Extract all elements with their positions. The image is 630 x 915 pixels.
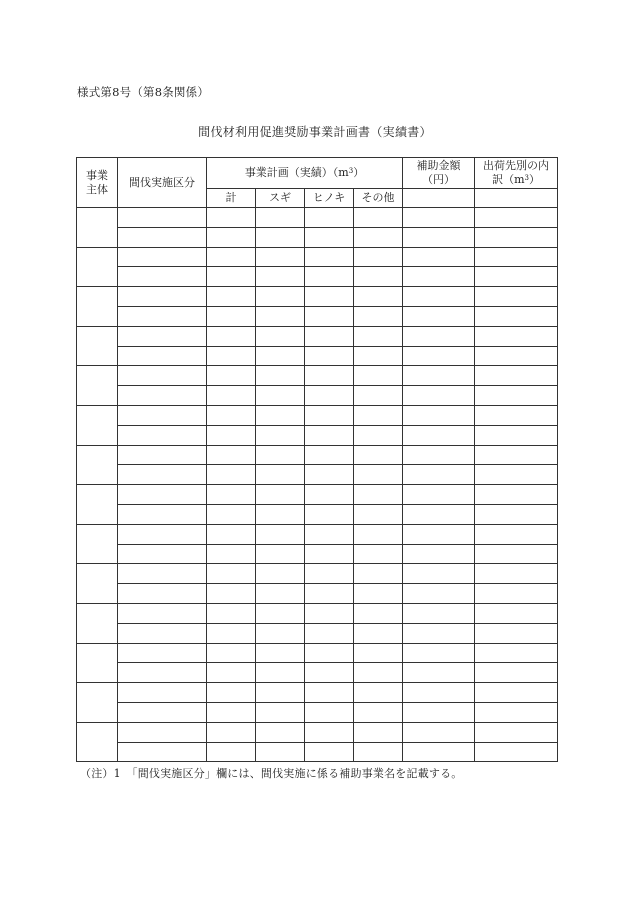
entity-cell[interactable] [77, 247, 118, 287]
subheader-subsidy-blank [403, 189, 475, 208]
table-row [77, 287, 558, 307]
table-cell[interactable] [207, 306, 256, 326]
table-row [77, 584, 558, 604]
table-cell[interactable] [207, 623, 256, 643]
table-cell[interactable] [403, 326, 475, 346]
table-row [77, 663, 558, 683]
table-cell[interactable] [256, 504, 305, 524]
table-cell[interactable] [354, 306, 403, 326]
entity-cell[interactable] [77, 643, 118, 683]
table-cell[interactable] [256, 663, 305, 683]
table-cell[interactable] [403, 227, 475, 247]
table-cell[interactable] [354, 564, 403, 584]
table-cell[interactable] [118, 504, 207, 524]
table-cell[interactable] [305, 445, 354, 465]
table-cell[interactable] [354, 643, 403, 663]
table-cell[interactable] [207, 227, 256, 247]
entity-cell[interactable] [77, 445, 118, 485]
table-cell[interactable] [118, 386, 207, 406]
table-cell[interactable] [403, 603, 475, 623]
subheader-hinoki: ヒノキ [305, 189, 354, 208]
table-cell[interactable] [118, 722, 207, 742]
subheader-total: 計 [207, 189, 256, 208]
table-cell[interactable] [305, 742, 354, 762]
table-cell[interactable] [305, 247, 354, 267]
table-cell[interactable] [207, 742, 256, 762]
table-cell[interactable] [305, 623, 354, 643]
table-cell[interactable] [256, 366, 305, 386]
table-cell[interactable] [207, 287, 256, 307]
table-cell[interactable] [305, 386, 354, 406]
table-cell[interactable] [207, 346, 256, 366]
table-cell[interactable] [354, 326, 403, 346]
table-cell[interactable] [118, 702, 207, 722]
table-cell[interactable] [256, 247, 305, 267]
table-cell[interactable] [207, 643, 256, 663]
table-cell[interactable] [305, 366, 354, 386]
table-cell[interactable] [403, 306, 475, 326]
table-cell[interactable] [354, 208, 403, 228]
subheader-sugi: スギ [256, 189, 305, 208]
table-cell[interactable] [403, 584, 475, 604]
table-cell[interactable] [475, 386, 558, 406]
entity-cell[interactable] [77, 683, 118, 723]
table-cell[interactable] [354, 584, 403, 604]
table-cell[interactable] [354, 425, 403, 445]
header-category: 間伐実施区分 [118, 158, 207, 208]
table-cell[interactable] [118, 485, 207, 505]
table-cell[interactable] [256, 425, 305, 445]
table-cell[interactable] [256, 722, 305, 742]
table-row [77, 208, 558, 228]
entity-cell[interactable] [77, 287, 118, 327]
table-cell[interactable] [118, 663, 207, 683]
table-cell[interactable] [403, 445, 475, 465]
table-cell[interactable] [403, 742, 475, 762]
table-cell[interactable] [354, 366, 403, 386]
table-cell[interactable] [256, 346, 305, 366]
table-row [77, 386, 558, 406]
table-cell[interactable] [305, 208, 354, 228]
table-cell[interactable] [207, 683, 256, 703]
table-cell[interactable] [403, 247, 475, 267]
table-cell[interactable] [354, 247, 403, 267]
table-cell[interactable] [207, 425, 256, 445]
table-cell[interactable] [354, 663, 403, 683]
table-cell[interactable] [256, 643, 305, 663]
table-cell[interactable] [207, 465, 256, 485]
table-row [77, 267, 558, 287]
table-cell[interactable] [118, 524, 207, 544]
table-cell[interactable] [118, 425, 207, 445]
table-row [77, 504, 558, 524]
table-cell[interactable] [403, 524, 475, 544]
table-row [77, 326, 558, 346]
table-row [77, 346, 558, 366]
table-cell[interactable] [354, 544, 403, 564]
table-cell[interactable] [475, 524, 558, 544]
table-cell[interactable] [475, 643, 558, 663]
table-cell[interactable] [354, 227, 403, 247]
table-cell[interactable] [354, 445, 403, 465]
table-row [77, 742, 558, 762]
table-cell[interactable] [403, 287, 475, 307]
table-cell[interactable] [207, 445, 256, 465]
table-cell[interactable] [475, 584, 558, 604]
entity-cell[interactable] [77, 405, 118, 445]
entity-cell[interactable] [77, 603, 118, 643]
table-cell[interactable] [403, 346, 475, 366]
table-cell[interactable] [354, 722, 403, 742]
table-cell[interactable] [305, 584, 354, 604]
table-row [77, 643, 558, 663]
table-cell[interactable] [305, 306, 354, 326]
table-cell[interactable] [305, 643, 354, 663]
table-cell[interactable] [256, 742, 305, 762]
table-row [77, 524, 558, 544]
table-cell[interactable] [354, 465, 403, 485]
table-row [77, 465, 558, 485]
table-cell[interactable] [475, 405, 558, 425]
table-cell[interactable] [207, 504, 256, 524]
table-row [77, 722, 558, 742]
table-cell[interactable] [475, 306, 558, 326]
table-cell[interactable] [118, 306, 207, 326]
table-cell[interactable] [354, 405, 403, 425]
table-cell[interactable] [305, 702, 354, 722]
table-cell[interactable] [207, 663, 256, 683]
table-cell[interactable] [305, 267, 354, 287]
table-cell[interactable] [118, 346, 207, 366]
table-cell[interactable] [403, 405, 475, 425]
table-row [77, 445, 558, 465]
table-cell[interactable] [475, 425, 558, 445]
table-cell[interactable] [305, 683, 354, 703]
table-cell[interactable] [256, 306, 305, 326]
table-row [77, 485, 558, 505]
table-cell[interactable] [475, 485, 558, 505]
table-cell[interactable] [207, 366, 256, 386]
table-cell[interactable] [207, 524, 256, 544]
table-cell[interactable] [256, 326, 305, 346]
table-cell[interactable] [256, 465, 305, 485]
entity-cell[interactable] [77, 485, 118, 525]
table-cell[interactable] [305, 485, 354, 505]
table-cell[interactable] [475, 346, 558, 366]
table-row [77, 544, 558, 564]
header-entity: 事業 主体 [77, 158, 118, 208]
table-cell[interactable] [403, 702, 475, 722]
table-cell[interactable] [305, 425, 354, 445]
entity-cell[interactable] [77, 366, 118, 406]
table-cell[interactable] [403, 643, 475, 663]
table-cell[interactable] [305, 227, 354, 247]
table-cell[interactable] [118, 445, 207, 465]
table-cell[interactable] [256, 702, 305, 722]
table-cell[interactable] [354, 346, 403, 366]
table-row [77, 623, 558, 643]
entity-cell[interactable] [77, 208, 118, 248]
table-row [77, 366, 558, 386]
subheader-shipping-blank [475, 189, 558, 208]
table-cell[interactable] [118, 465, 207, 485]
table-cell[interactable] [305, 287, 354, 307]
subheader-other: その他 [354, 189, 403, 208]
table-cell[interactable] [207, 405, 256, 425]
table-cell[interactable] [118, 603, 207, 623]
table-cell[interactable] [207, 603, 256, 623]
table-cell[interactable] [256, 683, 305, 703]
table-cell[interactable] [118, 227, 207, 247]
table-cell[interactable] [118, 287, 207, 307]
table-cell[interactable] [305, 405, 354, 425]
table-cell[interactable] [305, 544, 354, 564]
table-row [77, 564, 558, 584]
table-cell[interactable] [207, 386, 256, 406]
table-cell[interactable] [475, 623, 558, 643]
table-cell[interactable] [475, 663, 558, 683]
table-cell[interactable] [118, 683, 207, 703]
table-cell[interactable] [256, 603, 305, 623]
table-cell[interactable] [207, 267, 256, 287]
table-cell[interactable] [118, 366, 207, 386]
table-cell[interactable] [475, 267, 558, 287]
table-cell[interactable] [475, 227, 558, 247]
table-cell[interactable] [475, 247, 558, 267]
table-cell[interactable] [403, 386, 475, 406]
entity-cell[interactable] [77, 524, 118, 564]
table-cell[interactable] [207, 702, 256, 722]
table-cell[interactable] [475, 208, 558, 228]
table-cell[interactable] [475, 326, 558, 346]
table-cell[interactable] [354, 485, 403, 505]
table-cell[interactable] [475, 702, 558, 722]
table-cell[interactable] [305, 504, 354, 524]
table-cell[interactable] [403, 366, 475, 386]
table-cell[interactable] [403, 683, 475, 703]
table-cell[interactable] [354, 524, 403, 544]
table-cell[interactable] [403, 504, 475, 524]
table-cell[interactable] [118, 208, 207, 228]
table-cell[interactable] [118, 544, 207, 564]
table-row [77, 425, 558, 445]
header-subsidy: 補助金額 （円） [403, 158, 475, 189]
table-cell[interactable] [118, 326, 207, 346]
table-cell[interactable] [403, 663, 475, 683]
table-cell[interactable] [256, 287, 305, 307]
table-cell[interactable] [305, 326, 354, 346]
table-cell[interactable] [403, 485, 475, 505]
table-cell[interactable] [256, 445, 305, 465]
table-row [77, 227, 558, 247]
table-row [77, 405, 558, 425]
table-cell[interactable] [475, 742, 558, 762]
table-cell[interactable] [207, 326, 256, 346]
table-cell[interactable] [207, 584, 256, 604]
plan-table-body [77, 208, 558, 762]
table-cell[interactable] [118, 623, 207, 643]
table-cell[interactable] [475, 504, 558, 524]
table-row [77, 683, 558, 703]
table-cell[interactable] [207, 247, 256, 267]
header-shipping: 出荷先別の内 訳$(m^3)$ [475, 158, 558, 189]
table-cell[interactable] [305, 722, 354, 742]
table-cell[interactable] [475, 445, 558, 465]
table-cell[interactable] [354, 267, 403, 287]
table-cell[interactable] [403, 564, 475, 584]
table-cell[interactable] [403, 544, 475, 564]
table-row [77, 603, 558, 623]
form-number: 様式第8号（第8条関係） [77, 85, 210, 99]
table-cell[interactable] [118, 247, 207, 267]
table-row [77, 702, 558, 722]
table-cell[interactable] [118, 564, 207, 584]
table-cell[interactable] [207, 544, 256, 564]
table-cell[interactable] [207, 564, 256, 584]
table-cell[interactable] [403, 208, 475, 228]
table-cell[interactable] [207, 485, 256, 505]
table-cell[interactable] [354, 702, 403, 722]
table-row [77, 306, 558, 326]
table-cell[interactable] [475, 366, 558, 386]
table-cell[interactable] [403, 623, 475, 643]
table-cell[interactable] [305, 663, 354, 683]
table-cell[interactable] [256, 485, 305, 505]
table-cell[interactable] [475, 465, 558, 485]
table-cell[interactable] [354, 623, 403, 643]
table-cell[interactable] [207, 208, 256, 228]
entity-cell[interactable] [77, 722, 118, 762]
table-cell[interactable] [256, 267, 305, 287]
table-cell[interactable] [118, 584, 207, 604]
table-cell[interactable] [256, 405, 305, 425]
table-cell[interactable] [118, 267, 207, 287]
table-cell[interactable] [256, 623, 305, 643]
table-cell[interactable] [475, 287, 558, 307]
table-row [77, 247, 558, 267]
table-cell[interactable] [256, 544, 305, 564]
entity-cell[interactable] [77, 326, 118, 366]
table-cell[interactable] [256, 208, 305, 228]
table-cell[interactable] [305, 346, 354, 366]
table-cell[interactable] [475, 683, 558, 703]
table-cell[interactable] [475, 722, 558, 742]
table-cell[interactable] [256, 524, 305, 544]
table-cell[interactable] [256, 386, 305, 406]
table-cell[interactable] [305, 564, 354, 584]
table-cell[interactable] [475, 544, 558, 564]
plan-table [76, 157, 558, 762]
table-cell[interactable] [354, 742, 403, 762]
table-cell[interactable] [403, 267, 475, 287]
footnote: （注）1 「間伐実施区分」欄には、間伐実施に係る補助事業名を記載する。 [80, 767, 463, 780]
table-cell[interactable] [118, 405, 207, 425]
header-plan: 事業計画（実績）$(m^3)$ [207, 158, 403, 189]
table-cell[interactable] [256, 227, 305, 247]
table-cell[interactable] [403, 465, 475, 485]
table-cell[interactable] [256, 584, 305, 604]
table-cell[interactable] [403, 425, 475, 445]
table-cell[interactable] [118, 742, 207, 762]
table-cell[interactable] [305, 524, 354, 544]
table-cell[interactable] [475, 603, 558, 623]
table-cell[interactable] [305, 465, 354, 485]
entity-cell[interactable] [77, 564, 118, 604]
table-cell[interactable] [354, 683, 403, 703]
table-cell[interactable] [475, 564, 558, 584]
table-cell[interactable] [256, 564, 305, 584]
table-cell[interactable] [354, 504, 403, 524]
table-cell[interactable] [403, 722, 475, 742]
table-cell[interactable] [354, 386, 403, 406]
table-cell[interactable] [305, 603, 354, 623]
table-cell[interactable] [354, 603, 403, 623]
table-cell[interactable] [207, 722, 256, 742]
table-cell[interactable] [354, 287, 403, 307]
document-title: 間伐材利用促進奨励事業計画書（実績書） [198, 125, 432, 139]
table-cell[interactable] [118, 643, 207, 663]
